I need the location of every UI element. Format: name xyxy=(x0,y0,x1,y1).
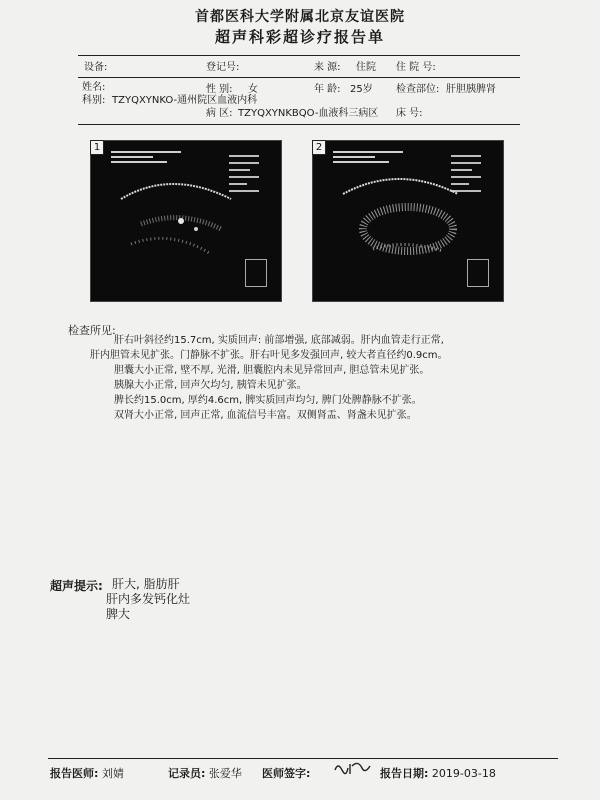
impression-line: 脾大 xyxy=(106,607,131,621)
ultrasound-scan-liver xyxy=(111,169,241,269)
inpatient-no-label: 住 院 号: xyxy=(396,62,436,73)
source-label: 来 源: xyxy=(314,62,341,73)
info-bottom-rule xyxy=(78,124,520,125)
hospital-name: 首都医科大学附属北京友谊医院 xyxy=(195,9,405,25)
age-label: 年 龄: xyxy=(314,84,341,95)
top-rule xyxy=(78,55,520,56)
source-value: 住院 xyxy=(356,62,376,73)
finding-line: 肝右叶斜径约15.7cm, 实质回声: 前部增强, 底部减弱。肝内血管走行正常, xyxy=(114,335,444,346)
ward-label: 病 区: xyxy=(206,108,233,119)
probe-marker-overlay xyxy=(245,259,267,287)
ultrasound-image-1 xyxy=(90,140,282,302)
recorder-label: 记录员: xyxy=(168,767,206,780)
image-number-1: 1 xyxy=(90,140,104,155)
image-number-2: 2 xyxy=(312,140,326,155)
report-doctor-value: 刘婧 xyxy=(101,767,124,780)
footer-rule xyxy=(48,758,558,759)
findings-label: 检查所见: xyxy=(68,324,116,337)
finding-line: 脾长约15.0cm, 厚约4.6cm, 脾实质回声均匀, 脾门处脾静脉不扩张。 xyxy=(114,395,422,406)
age-value: 25岁 xyxy=(350,84,373,95)
scan-header-overlay xyxy=(111,151,181,165)
device-label: 设备: xyxy=(84,62,108,73)
report-doctor-label: 报告医师: xyxy=(50,767,99,780)
handwritten-signature xyxy=(332,758,374,778)
mid-rule xyxy=(78,77,520,78)
impression-label: 超声提示: xyxy=(50,579,103,593)
report-date-label: 报告日期: xyxy=(380,767,429,780)
report-doctor xyxy=(50,765,124,781)
recorder-value: 张爱华 xyxy=(208,767,242,780)
exam-site-label: 检查部位: xyxy=(396,84,440,95)
scan-header-overlay xyxy=(333,151,403,165)
impression-line: 肝大, 脂肪肝 xyxy=(112,577,180,591)
sex-label: 性 别: xyxy=(206,84,233,95)
recorder xyxy=(168,765,242,781)
exam-site-value: 肝胆胰脾肾 xyxy=(446,84,496,95)
finding-line: 双肾大小正常, 回声正常, 血流信号丰富。双侧肾盂、肾盏未见扩张。 xyxy=(114,410,417,421)
signature-label: 医师签字: xyxy=(262,767,311,780)
finding-line: 胰腺大小正常, 回声欠均匀, 胰管未见扩张。 xyxy=(114,380,307,391)
probe-marker-overlay xyxy=(467,259,489,287)
finding-line: 肝内胆管未见扩张。门静脉不扩张。肝右叶见多发强回声, 较大者直径约0.9cm。 xyxy=(90,350,448,361)
ultrasound-image-2 xyxy=(312,140,504,302)
department-value: TZYQXYNKO-通州院区血液内科 xyxy=(112,95,258,106)
report-date-value: 2019-03-18 xyxy=(431,767,496,780)
report-title: 超声科彩超诊疗报告单 xyxy=(214,28,385,46)
sex-value: 女 xyxy=(248,84,258,95)
name-label: 姓名: xyxy=(82,82,106,93)
department-label: 科别: xyxy=(82,95,106,106)
impression-line: 肝内多发钙化灶 xyxy=(106,592,191,606)
ward-value: TZYQXYNKBQO-血液科三病区 xyxy=(238,108,379,119)
bed-label: 床 号: xyxy=(396,108,423,119)
ultrasound-scan-spleen xyxy=(333,169,463,269)
report-date xyxy=(380,765,496,781)
finding-line: 胆囊大小正常, 壁不厚, 光滑, 胆囊腔内未见异常回声, 胆总管未见扩张。 xyxy=(114,365,430,376)
registration-label: 登记号: xyxy=(206,62,240,73)
